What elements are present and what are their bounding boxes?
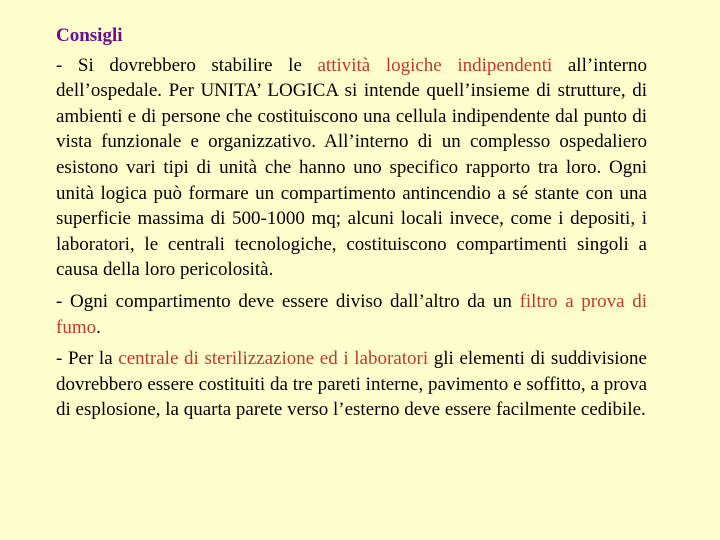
slide-title: Consigli (56, 25, 123, 46)
paragraph-compartimento (56, 289, 647, 340)
highlight-filtro-fumo: filtro a prova di fumo (56, 290, 647, 338)
paragraph-text: . (96, 316, 101, 338)
paragraph-text: gli elementi di suddivisione dovrebbero essere costituiti da tre pareti interne, pavimento e soffitto, a prova di esplosione, la quarta parete verso l’esterno deve essere facilmente cedibile. (56, 348, 647, 421)
paragraph-text: - Si dovrebbero stabilire le (56, 54, 318, 76)
highlight-centrale-sterilizzazione: centrale di sterilizzazione ed i laboratori (118, 348, 429, 370)
text-block (56, 23, 647, 429)
paragraph-text: all’interno dell’ospedale. Per UNITA’ LOGICA si intende quell’insieme di strutture, di ambienti e di persone che costituiscono una cellula indipendente dal punto di vista funzionale e organizzativo. All’interno di un complesso ospedaliero esistono vari tipi di unità che hanno uno specifico rapporto tra loro. Ogni unità logica può formare un compartimento antincendio a sé stante con una superficie massima di 500-1000 mq; alcuni locali invece, come i depositi, i laboratori, le centrali tecnologiche, costituiscono compartimenti singoli a causa della loro pericolosità. (56, 54, 648, 281)
highlight-attivita-logiche: attività logiche indipendenti (317, 54, 553, 76)
paragraph-sterilizzazione (56, 346, 647, 423)
paragraph-text: - Per la (56, 348, 119, 370)
paragraph-unita-logica (56, 53, 647, 283)
paragraph-text: - Ogni compartimento deve essere diviso dall’altro da un (56, 290, 520, 312)
